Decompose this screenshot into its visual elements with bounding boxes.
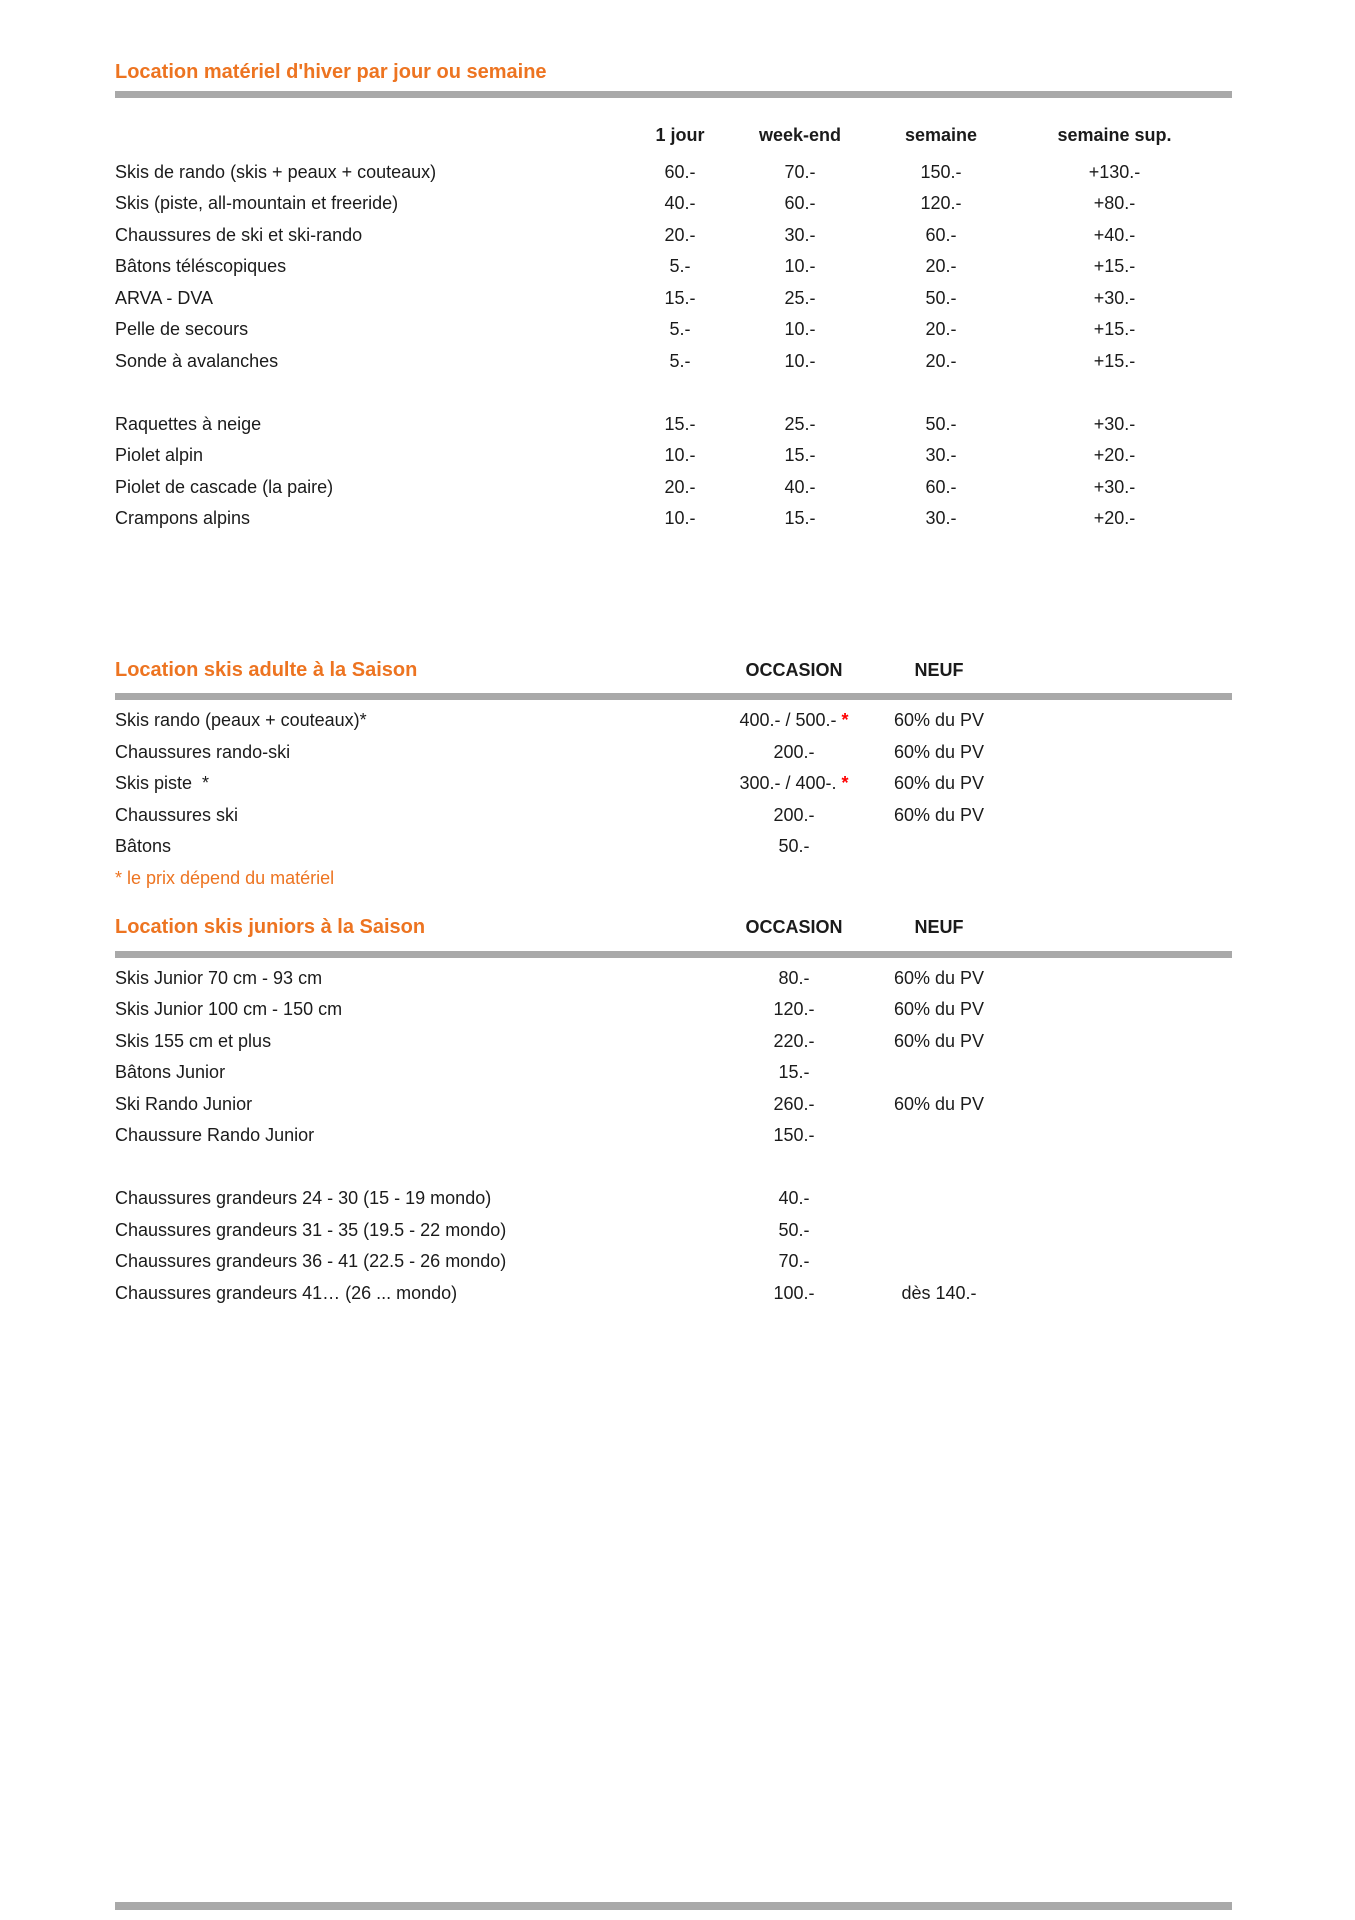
price-cell: +15.- [1093,256,1136,276]
spacer-row [115,377,1232,409]
page-footer-divider [115,1902,1232,1910]
section1-rows [115,157,1232,535]
section3-divider [115,951,1232,958]
section2-rows [115,705,1232,863]
section2-title: Location skis adulte à la Saison [115,658,418,681]
price-cell: +130.- [1088,161,1141,182]
table-row [115,503,1232,535]
price-cell: +30.- [1093,413,1136,434]
price-cell: 30.- [925,508,957,528]
table-row [115,1120,1232,1152]
item-label: Chaussures rando-ski [115,741,291,762]
price-asterisk: * [836,710,849,730]
item-label: Chaussures grandeurs 31 - 35 (19.5 - 22 mondo) [115,1219,507,1240]
column-header-1-jour: 1 jour [655,125,705,145]
table-row [115,1026,1232,1058]
section2-divider [115,693,1232,700]
item-label: Piolet alpin [115,445,204,465]
price-cell: 60.- [664,161,696,182]
table-row [115,768,1232,800]
item-label: Chaussures ski [115,804,239,825]
item-label: Crampons alpins [115,508,251,528]
section3-title: Location skis juniors à la Saison [115,916,426,938]
section3-header-row [115,912,1232,944]
item-label: Chaussure Rando Junior [115,1125,315,1145]
price-cell: 40.- [784,476,816,497]
item-label: Bâtons Junior [115,1062,226,1082]
table-row [115,283,1232,315]
price-cell: 70.- [784,161,816,182]
price-cell: 15.- [784,508,816,528]
item-label: ARVA - DVA [115,287,214,308]
item-label: Skis Junior 70 cm - 93 cm [115,967,323,988]
price-cell: 60.- [925,224,957,245]
price-cell: 200.- [773,804,815,825]
table-row [115,314,1232,346]
price-cell: 60.- [925,476,957,497]
column-header-week-end: week-end [758,125,842,145]
table-row [115,1089,1232,1121]
price-cell: 10.- [784,350,816,371]
section1-title: Location matériel d'hiver par jour ou semaine [115,61,547,83]
item-label: Bâtons téléscopiques [115,256,287,276]
price-cell: 50.- [925,413,957,434]
price-cell: 10.- [664,508,696,528]
price-cell: 60% du PV [893,804,985,825]
price-cell: 15.- [664,287,696,308]
price-cell: 120.- [773,999,815,1019]
item-label: Bâtons [115,836,172,856]
item-label: Sonde à avalanches [115,350,279,371]
price-cell: 20.- [664,224,696,245]
table-row [115,220,1232,252]
section3-rows [115,963,1232,1310]
item-label: Chaussures grandeurs 36 - 41 (22.5 - 26 mondo) [115,1251,507,1271]
item-label: Pelle de secours [115,319,249,339]
table-row [115,1183,1232,1215]
price-cell: 60% du PV [893,1093,985,1114]
price-cell: 10.- [784,319,816,339]
table-row [115,188,1232,220]
price-cell: 25.- [784,287,816,308]
price-cell: 60% du PV [893,1030,985,1051]
column-header-neuf-adult: NEUF [914,659,964,680]
price-cell: 20.- [925,350,957,371]
price-cell: 60% du PV [893,773,985,793]
table-row [115,251,1232,283]
price-cell: 60% du PV [893,967,985,988]
price-cell: 150.- [920,161,962,182]
price-cell: 20.- [925,319,957,339]
section1-divider [115,91,1232,98]
table-row [115,409,1232,441]
price-cell: +40.- [1093,224,1136,245]
item-label: Skis rando (peaux + couteaux)* [115,710,367,730]
section-season-adult [115,655,1232,895]
table-row [115,346,1232,378]
price-cell: 60% du PV [893,741,985,762]
page-content [115,60,1232,1309]
price-cell: 15.- [778,1062,810,1082]
table-row [115,1278,1232,1310]
table-row [115,831,1232,863]
price-cell: +80.- [1093,193,1136,213]
section2-header-row [115,655,1232,687]
item-label: Raquettes à neige [115,413,262,434]
table-row [115,440,1232,472]
table-row [115,1246,1232,1278]
price-cell: +15.- [1093,350,1136,371]
price-cell: 40.- [664,193,696,213]
column-header-neuf-junior: NEUF [914,917,964,937]
price-cell: dès 140.- [901,1282,977,1303]
item-label: Skis Junior 100 cm - 150 cm [115,999,343,1019]
item-label: Piolet de cascade (la paire) [115,476,334,497]
table-row [115,1057,1232,1089]
item-label: Chaussures grandeurs 24 - 30 (15 - 19 mondo) [115,1188,492,1208]
price-cell: 150.- [773,1125,815,1145]
price-cell: 300.- / 400-. * [739,773,849,793]
price-cell: +30.- [1093,287,1136,308]
price-cell: 50.- [778,836,810,856]
table-row [115,157,1232,189]
column-header-semaine-sup: semaine sup. [1057,125,1172,145]
price-cell: +30.- [1093,476,1136,497]
column-header-occasion-junior: OCCASION [745,917,843,937]
table-row [115,472,1232,504]
price-cell: 60% du PV [893,710,985,730]
price-cell: 20.- [925,256,957,276]
price-cell: 15.- [784,445,816,465]
price-cell: 60.- [784,193,816,213]
price-cell: 80.- [778,967,810,988]
price-cell: 400.- / 500.- * [739,710,849,730]
spacer-row [115,1152,1232,1184]
price-cell: 30.- [784,224,816,245]
price-cell: 50.- [925,287,957,308]
price-depends-note: * le prix dépend du matériel [115,867,335,888]
price-cell: 5.- [669,350,691,371]
price-cell: 100.- [773,1282,815,1303]
price-cell: 15.- [664,413,696,434]
price-cell: +15.- [1093,319,1136,339]
price-cell: +20.- [1093,445,1136,465]
table-row [115,963,1232,995]
item-label: Skis (piste, all-mountain et freeride) [115,193,399,213]
table-row [115,800,1232,832]
price-cell: 25.- [784,413,816,434]
price-cell: 10.- [664,445,696,465]
item-label: Skis de rando (skis + peaux + couteaux) [115,161,437,182]
price-cell: 50.- [778,1219,810,1240]
item-label: Skis piste * [115,773,210,793]
price-cell: +20.- [1093,508,1136,528]
item-label: Skis 155 cm et plus [115,1030,272,1051]
price-cell: 220.- [773,1030,815,1051]
table-row [115,994,1232,1026]
price-cell: 120.- [920,193,962,213]
section-season-junior [115,912,1232,1309]
item-label: Chaussures de ski et ski-rando [115,224,363,245]
price-cell: 20.- [664,476,696,497]
price-cell: 10.- [784,256,816,276]
column-header-semaine: semaine [904,125,978,145]
price-cell: 200.- [773,741,815,762]
item-label: Ski Rando Junior [115,1093,253,1114]
section-rental-daily [115,60,1232,535]
table-row [115,1215,1232,1247]
price-cell: 260.- [773,1093,815,1114]
price-cell: 5.- [669,319,691,339]
item-label: Chaussures grandeurs 41… (26 ... mondo) [115,1282,458,1303]
section1-header-row [115,120,1232,152]
price-cell: 40.- [778,1188,810,1208]
table-row [115,705,1232,737]
column-header-occasion-adult: OCCASION [745,659,843,680]
price-asterisk: * [836,773,849,793]
price-cell: 60% du PV [893,999,985,1019]
price-cell: 30.- [925,445,957,465]
price-cell: 5.- [669,256,691,276]
table-row [115,737,1232,769]
price-cell: 70.- [778,1251,810,1271]
